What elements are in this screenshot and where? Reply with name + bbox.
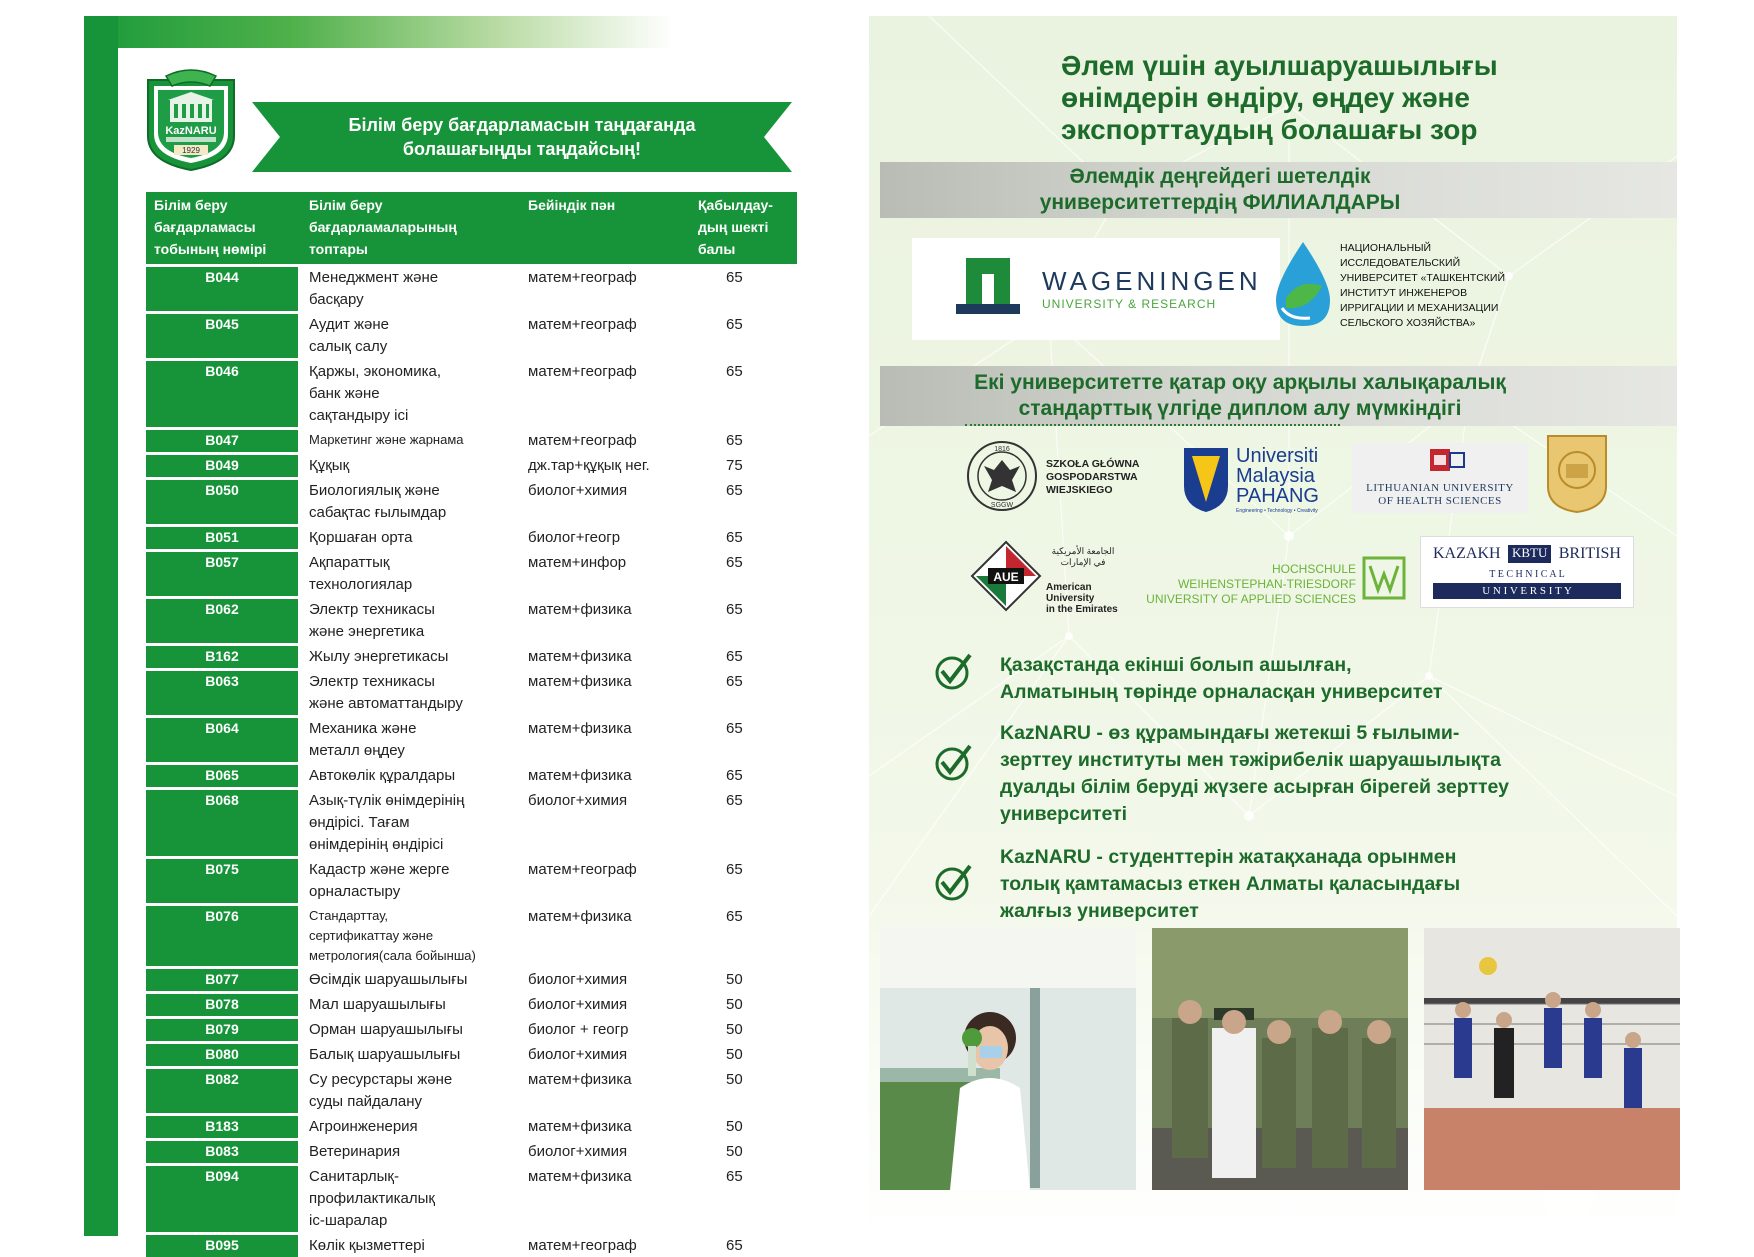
profile-subject: матем+инфор bbox=[528, 554, 627, 571]
program-code: B057 bbox=[146, 552, 298, 596]
profile-subject: матем+физика bbox=[528, 1071, 632, 1088]
threshold-score: 65 bbox=[726, 482, 743, 499]
table-row bbox=[146, 765, 797, 787]
table-row bbox=[146, 906, 797, 966]
sggw-seal-icon bbox=[966, 440, 1038, 512]
tiiame-drop-icon bbox=[1270, 238, 1336, 330]
threshold-score: 65 bbox=[726, 767, 743, 784]
program-name: Мал шаруашылығы bbox=[309, 996, 446, 1013]
table-row bbox=[146, 1044, 797, 1066]
table-row bbox=[146, 480, 797, 524]
table-row bbox=[146, 267, 797, 311]
threshold-score: 65 bbox=[726, 1237, 743, 1254]
profile-subject: матем+физика bbox=[528, 648, 632, 665]
program-code: B046 bbox=[146, 361, 298, 427]
logo-name: KazNARU bbox=[165, 125, 217, 137]
table-row bbox=[146, 994, 797, 1016]
header-threshold-score: Қабылдау- дың шекті балы bbox=[698, 197, 773, 257]
program-name: Кадастр және жерге орналастыру bbox=[309, 861, 450, 900]
threshold-score: 50 bbox=[726, 971, 743, 988]
bullet-dormitory: KazNARU - студенттерін жатақханада орынмен толық қамтамасыз еткен Алматы қаласындағы жалғыз университет bbox=[1000, 846, 1461, 922]
threshold-score: 65 bbox=[726, 720, 743, 737]
table-row bbox=[146, 1019, 797, 1041]
program-code: B162 bbox=[146, 646, 298, 668]
profile-subject: биолог + геогр bbox=[528, 1021, 629, 1038]
profile-subject: биолог+химия bbox=[528, 1143, 628, 1160]
profile-subject: матем+географ bbox=[528, 432, 637, 449]
threshold-score: 65 bbox=[726, 316, 743, 333]
threshold-score: 65 bbox=[726, 792, 743, 809]
aue-logo-icon bbox=[970, 540, 1042, 612]
kbtu-word-british: BRITISH bbox=[1558, 545, 1621, 562]
program-code: B051 bbox=[146, 527, 298, 549]
profile-subject: биолог+химия bbox=[528, 1046, 628, 1063]
check-icon bbox=[932, 742, 972, 782]
kbtu-word-kazakh: KAZAKH bbox=[1433, 545, 1501, 562]
threshold-score: 65 bbox=[726, 648, 743, 665]
tiiame-logo-text: НАЦИОНАЛЬНЫЙ ИССЛЕДОВАТЕЛЬСКИЙ УНИВЕРСИТЕТ «ТАШКЕНТСКИЙ ИНСТИТУТ ИНЖЕНЕРОВ ИРРИГАЦИИ И МЕХАНИЗАЦИИ СЕЛЬСКОГО ХОЗЯЙСТВА» bbox=[1340, 242, 1506, 329]
threshold-score: 75 bbox=[726, 457, 743, 474]
threshold-score: 50 bbox=[726, 1046, 743, 1063]
table-row bbox=[146, 859, 797, 903]
threshold-score: 65 bbox=[726, 554, 743, 571]
program-name: Механика және металл өңдеу bbox=[309, 720, 417, 759]
header-group-number: Білім беру бағдарламасы тобының нөмірі bbox=[154, 197, 267, 257]
table-row bbox=[146, 1069, 797, 1113]
program-code: B064 bbox=[146, 718, 298, 762]
program-code: B080 bbox=[146, 1044, 298, 1066]
check-icon bbox=[932, 862, 972, 902]
profile-subject: биолог+химия bbox=[528, 971, 628, 988]
table-row bbox=[146, 361, 797, 427]
program-code: B079 bbox=[146, 1019, 298, 1041]
program-name: Биологиялық және сабақтас ғылымдар bbox=[309, 482, 447, 521]
dotted-divider bbox=[965, 424, 1340, 426]
program-code: B083 bbox=[146, 1141, 298, 1163]
photo-military-parade bbox=[1152, 928, 1408, 1190]
program-name: Ветеринария bbox=[309, 1143, 401, 1160]
program-name: Азық-түлік өнімдерінің өндірісі. Тағам өнімдерінің өндірісі bbox=[309, 792, 465, 853]
aue-logo-text: American University in the Emirates bbox=[1046, 582, 1118, 615]
header-gradient-strip bbox=[84, 16, 674, 48]
threshold-score: 65 bbox=[726, 1168, 743, 1185]
table-row bbox=[146, 1166, 797, 1232]
program-code: B082 bbox=[146, 1069, 298, 1113]
program-name: Өсімдік шаруашылығы bbox=[309, 971, 468, 988]
table-row bbox=[146, 455, 797, 477]
profile-subject: матем+физика bbox=[528, 1118, 632, 1135]
program-code: B049 bbox=[146, 455, 298, 477]
table-header bbox=[146, 192, 797, 264]
table-row bbox=[146, 1235, 797, 1257]
program-code: B044 bbox=[146, 267, 298, 311]
threshold-score: 65 bbox=[726, 908, 743, 925]
header-profile-subject: Бейіндік пән bbox=[528, 197, 616, 213]
program-code: B063 bbox=[146, 671, 298, 715]
kbtu-word-technical: T E C H N I C A L bbox=[1489, 569, 1565, 580]
bullet-first-university: Қазақстанда екінші болып ашылған, Алматының төрінде орналасқан университет bbox=[1000, 654, 1443, 703]
threshold-score: 65 bbox=[726, 269, 743, 286]
program-name: Орман шаруашылығы bbox=[309, 1021, 463, 1038]
profile-subject: матем+физика bbox=[528, 1168, 632, 1185]
threshold-score: 50 bbox=[726, 996, 743, 1013]
program-code: B095 bbox=[146, 1235, 298, 1257]
program-code: B050 bbox=[146, 480, 298, 524]
threshold-score: 50 bbox=[726, 1143, 743, 1160]
table-row bbox=[146, 671, 797, 715]
left-green-band bbox=[84, 16, 118, 1236]
table-row bbox=[146, 1116, 797, 1138]
ump-tagline: Engineering • Technology • Creativity bbox=[1236, 508, 1318, 514]
program-table bbox=[146, 192, 797, 1257]
program-name: Электр техникасы және автоматтандыру bbox=[309, 673, 463, 712]
threshold-score: 50 bbox=[726, 1071, 743, 1088]
program-name: Агроинженерия bbox=[309, 1118, 418, 1135]
wageningen-subtitle: UNIVERSITY & RESEARCH bbox=[1042, 297, 1217, 311]
program-name: Автокөлік құралдары bbox=[309, 767, 456, 784]
program-name: Электр техникасы және энергетика bbox=[309, 601, 435, 640]
hswt-logo-text: HOCHSCHULE WEIHENSTEPHAN-TRIESDORF UNIVERSITY OF APPLIED SCIENCES bbox=[1146, 562, 1356, 606]
lsmu-logo-text: LITHUANIAN UNIVERSITY OF HEALTH SCIENCES bbox=[1366, 482, 1514, 507]
program-code: B068 bbox=[146, 790, 298, 856]
profile-subject: матем+физика bbox=[528, 767, 632, 784]
aue-arabic-text: الجامعة الأمريكية في الإمارات bbox=[1051, 546, 1115, 567]
threshold-score: 65 bbox=[726, 601, 743, 618]
program-code: B045 bbox=[146, 314, 298, 358]
threshold-score: 50 bbox=[726, 1118, 743, 1135]
profile-subject: матем+географ bbox=[528, 861, 637, 878]
ump-logo-text: Universiti Malaysia PAHANG bbox=[1236, 445, 1319, 507]
threshold-score: 65 bbox=[726, 432, 743, 449]
program-code: B077 bbox=[146, 969, 298, 991]
profile-subject: дж.тар+құқық нег. bbox=[528, 457, 650, 474]
kaznaru-logo bbox=[144, 66, 238, 172]
chinese-university-crest-icon bbox=[1544, 430, 1610, 514]
profile-subject: матем+географ bbox=[528, 363, 637, 380]
header-program-groups: Білім беру бағдарламаларының топтары bbox=[309, 197, 457, 257]
dual-diploma-title: Екі университетте қатар оқу арқылы халықаралық стандарттық үлгіде диплом алу мүмкіндігі bbox=[974, 371, 1506, 420]
profile-subject: биолог+химия bbox=[528, 792, 628, 809]
profile-subject: матем+географ bbox=[528, 316, 637, 333]
program-name: Қаржы, экономика, банк және сақтандыру ісі bbox=[309, 363, 442, 424]
program-name: Менеджмент және басқару bbox=[309, 269, 439, 308]
program-code: B094 bbox=[146, 1166, 298, 1232]
sggw-logo-text: SZKOŁA GŁÓWNA GOSPODARSTWA WIEJSKIEGO bbox=[1046, 458, 1140, 496]
bullet-research-university: KazNARU - өз құрамындағы жетекші 5 ғылыми- зерттеу институты мен тәжірибелік шаруашылықта дуалды білім беруді жүзеге асырған бірегей зерттеу университеті bbox=[1000, 722, 1509, 825]
table-row bbox=[146, 552, 797, 596]
program-name: Су ресурстары және суды пайдалану bbox=[309, 1071, 453, 1110]
profile-subject: матем+физика bbox=[528, 908, 632, 925]
photo-lab-researcher bbox=[880, 928, 1136, 1190]
profile-subject: биолог+химия bbox=[528, 996, 628, 1013]
profile-subject: матем+физика bbox=[528, 601, 632, 618]
kbtu-logo bbox=[1420, 536, 1634, 608]
program-name: Қоршаған орта bbox=[309, 529, 413, 546]
photo-volleyball bbox=[1424, 928, 1680, 1190]
ump-shield-icon bbox=[1182, 446, 1230, 514]
program-code: B047 bbox=[146, 430, 298, 452]
slogan-ribbon bbox=[252, 102, 792, 172]
program-name: Құқық bbox=[309, 457, 350, 474]
table-row bbox=[146, 646, 797, 668]
program-code: B065 bbox=[146, 765, 298, 787]
program-name: Маркетинг және жарнама bbox=[309, 432, 464, 447]
profile-subject: матем+географ bbox=[528, 1237, 637, 1254]
program-name: Санитарлық- профилактикалық іс-шаралар bbox=[309, 1168, 435, 1229]
program-code: B062 bbox=[146, 599, 298, 643]
sggw-seal-year: 1816 bbox=[994, 446, 1010, 453]
program-code: B183 bbox=[146, 1116, 298, 1138]
kbtu-badge: KBTU bbox=[1508, 545, 1551, 563]
branches-title: Әлемдік деңгейдегі шетелдік университеттердің ФИЛИАЛДАРЫ bbox=[1039, 165, 1401, 214]
table-row bbox=[146, 314, 797, 358]
logo-year: 1929 bbox=[182, 146, 200, 155]
program-name: Стандарттау, сертификаттау және метрология(сала бойынша) bbox=[309, 908, 476, 963]
profile-subject: матем+географ bbox=[528, 269, 637, 286]
threshold-score: 50 bbox=[726, 1021, 743, 1038]
check-icon bbox=[932, 651, 972, 691]
threshold-score: 65 bbox=[726, 673, 743, 690]
table-row bbox=[146, 527, 797, 549]
program-code: B075 bbox=[146, 859, 298, 903]
profile-subject: матем+физика bbox=[528, 720, 632, 737]
profile-subject: биолог+геогр bbox=[528, 529, 621, 546]
profile-subject: матем+физика bbox=[528, 673, 632, 690]
program-name: Балық шаруашылығы bbox=[309, 1046, 461, 1063]
program-name: Жылу энергетикасы bbox=[309, 648, 449, 665]
program-name: Ақпараттық технологиялар bbox=[309, 554, 413, 593]
headline: Әлем үшін ауылшаруашылығы өнімдерін өндіру, өңдеу және экспорттаудың болашағы зор bbox=[1061, 50, 1498, 145]
program-name: Аудит және салық салу bbox=[309, 316, 390, 355]
threshold-score: 65 bbox=[726, 363, 743, 380]
program-code: B078 bbox=[146, 994, 298, 1016]
wageningen-title: WAGENINGEN bbox=[1042, 266, 1262, 296]
hswt-logo-icon bbox=[1362, 556, 1406, 600]
program-name: Көлік қызметтері bbox=[309, 1237, 425, 1254]
table-row bbox=[146, 599, 797, 643]
table-row bbox=[146, 718, 797, 762]
threshold-score: 65 bbox=[726, 529, 743, 546]
kbtu-word-university: U N I V E R S I T Y bbox=[1433, 583, 1621, 599]
aue-abbr: AUE bbox=[993, 570, 1019, 584]
profile-subject: биолог+химия bbox=[528, 482, 628, 499]
table-row bbox=[146, 790, 797, 856]
program-code: B076 bbox=[146, 906, 298, 966]
sggw-seal-abbr: SGGW bbox=[990, 502, 1014, 509]
table-row bbox=[146, 1141, 797, 1163]
threshold-score: 65 bbox=[726, 861, 743, 878]
table-row bbox=[146, 430, 797, 452]
slogan-text: Білім беру бағдарламасын таңдағанда болашағыңды таңдайсың! bbox=[348, 115, 696, 159]
table-row bbox=[146, 969, 797, 991]
